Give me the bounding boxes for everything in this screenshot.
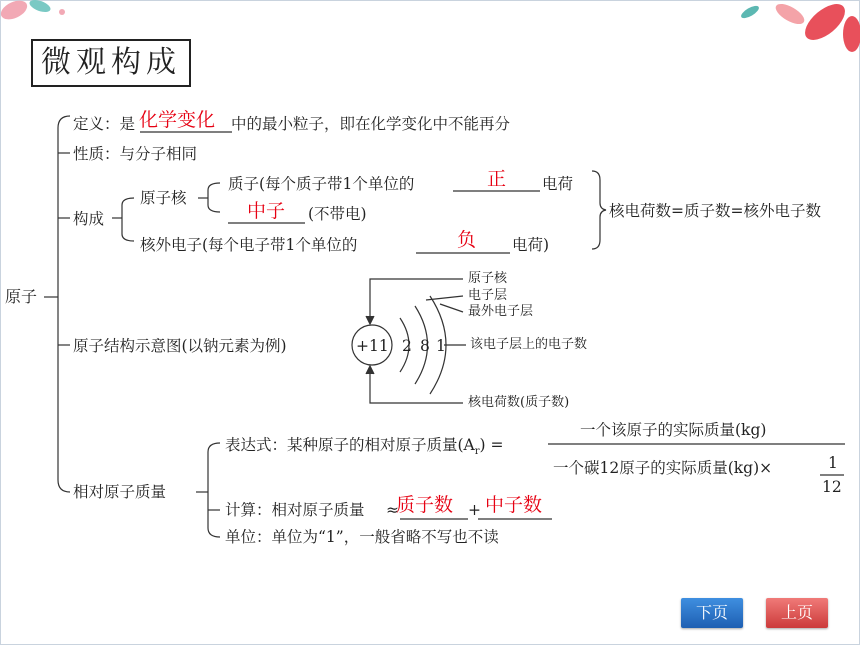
neutron-text: (不带电): [308, 205, 367, 223]
annotation-shell: 电子层: [468, 288, 508, 303]
expression-text: 表达式：某种原子的相对原子质量(A: [225, 436, 475, 454]
section-title: 微观构成: [31, 39, 191, 87]
definition-prefix: 定义：是: [73, 115, 136, 133]
annotation-shell-electrons: 该电子层上的电子数: [470, 337, 588, 352]
structure-label: 原子结构示意图(以钠元素为例): [73, 337, 287, 355]
charge-equation: 核电荷数=质子数=核外电子数: [609, 202, 821, 220]
electron-text: 核外电子(每个电子带1个单位的: [140, 236, 358, 254]
fraction-numerator: 一个该原子的实际质量(kg): [580, 421, 767, 439]
expression-end: ) =: [479, 436, 504, 454]
electron-answer: 负: [457, 229, 477, 251]
calc-answer-neutrons: 中子数: [485, 494, 543, 516]
electron-suffix: 电荷): [512, 236, 550, 254]
annotation-outer-shell: 最外电子层: [468, 304, 534, 319]
calc-approx: ≈: [386, 501, 399, 519]
next-page-button[interactable]: 下页: [681, 598, 743, 628]
annotation-charge: 核电荷数(质子数): [468, 395, 570, 410]
expression-label: [225, 436, 504, 461]
root-label-atom: 原子: [5, 287, 38, 306]
property-text: 性质：与分子相同: [73, 145, 198, 163]
composition-label: 构成: [73, 210, 105, 228]
calc-answer-protons: 质子数: [396, 494, 454, 516]
shell-3-count: 1: [436, 337, 446, 355]
definition-suffix: 中的最小粒子，即在化学变化中不能再分: [231, 115, 511, 133]
annotation-nucleus: 原子核: [468, 271, 508, 286]
expression-subscript: r: [474, 446, 480, 458]
fraction-denominator: 一个碳12原子的实际质量(kg)×: [553, 459, 773, 477]
shell-1-count: 2: [402, 337, 412, 355]
calc-plus: +: [468, 501, 481, 519]
nucleus-charge: +11: [356, 337, 389, 355]
neutron-answer: 中子: [247, 200, 286, 222]
definition-answer: 化学变化: [139, 109, 216, 131]
unit-text: 单位：单位为“1”，一般省略不写也不读: [225, 528, 499, 546]
proton-answer: 正: [487, 168, 507, 190]
proton-suffix: 电荷: [542, 175, 574, 193]
shell-2-count: 8: [420, 337, 430, 355]
prev-page-button[interactable]: 上页: [766, 598, 828, 628]
mass-label: 相对原子质量: [73, 483, 167, 501]
nucleus-label: 原子核: [140, 189, 187, 207]
twelfth-denominator: 12: [822, 478, 842, 496]
proton-text: 质子(每个质子带1个单位的: [228, 175, 415, 193]
calc-label: 计算：相对原子质量: [225, 501, 365, 519]
twelfth-numerator: 1: [828, 454, 838, 472]
